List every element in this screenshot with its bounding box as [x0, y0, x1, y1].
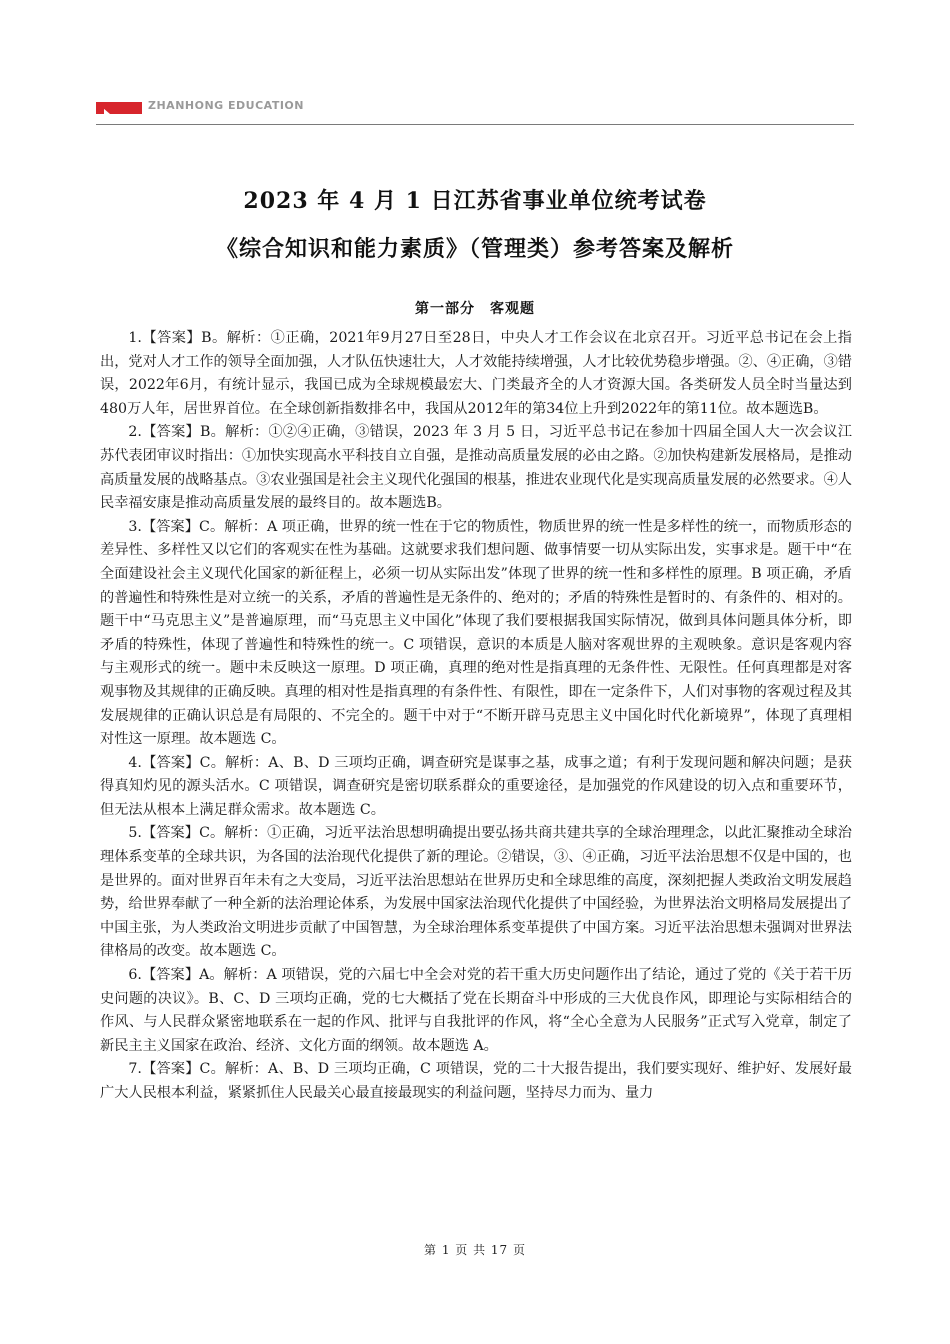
answer-paragraph-4: 4.【答案】C。解析：A、B、D 三项均正确，调查研究是谋事之基，成事之道；有利于发现问题和解决问题；是获得真知灼见的源头活水。C 项错误，调查研究是密切联系群众的重要途径，是加强党的作风建设的切入点和重要环节，但无法从根本上满足群众需求。故本题选 C。 — [100, 754, 852, 818]
section-heading: 第一部分 客观题 — [415, 301, 535, 317]
document-title-line-2: 《综合知识和能力素质》（管理类）参考答案及解析 — [215, 236, 734, 262]
answer-paragraph-1: 1.【答案】B。解析：①正确，2021年9月27日至28日，中央人才工作会议在北京召开。习近平总书记在会上指出，党对人才工作的领导全面加强，人才队伍快速壮大，人才效能持续增强，人才比较优势稳步增强。②、④正确，③错误，2022年6月，有统计显示，我国已成为全球规模最宏大、门类最齐全的人才资源大国。各类研发人员全时当量达到480万人年，居世界首位。在全球创新指数排名中，我国从2012年的第34位上升到2022年的第11位。故本题选B。 — [100, 330, 852, 417]
answer-explanations — [100, 327, 852, 1106]
brand-name: ZHANHONG EDUCATION — [148, 99, 304, 112]
page-header — [96, 96, 854, 126]
answer-paragraph-5: 5.【答案】C。解析：①正确，习近平法治思想明确提出要弘扬共商共建共享的全球治理理念，以此汇聚推动全球治理体系变革的全球共识，为各国的法治现代化提供了新的理论。②错误，③、④正确，习近平法治思想不仅是中国的，也是世界的。面对世界百年未有之大变局，习近平法治思想站在世界历史和全球思维的高度，深刻把握人类政治文明发展趋势，给世界奉献了一种全新的法治理论体系，为发展中国家法治现代化提供了中国经验，为世界法治文明格局发展提出了中国主张，为人类政治文明进步贡献了中国智慧，为全球治理体系变革提供了中国方案。习近平法治思想未强调对世界法律格局的改变。故本题选 C。 — [100, 825, 852, 960]
answer-paragraph-7: 7.【答案】C。解析：A、B、D 三项均正确，C 项错误，党的二十大报告提出，我们要实现好、维护好、发展好最广大人民根本利益，紧紧抓住人民最关心最直接最现实的利益问题，坚持尽力而为、量力 — [100, 1061, 852, 1101]
page-number: 第 1 页 共 17 页 — [424, 1243, 526, 1257]
answer-paragraph-3: 3.【答案】C。解析：A 项正确，世界的统一性在于它的物质性，物质世界的统一性是多样性的统一，而物质形态的差异性、多样性又以它们的客观实在性为基础。这就要求我们想问题、做事情要一切从实际出发，实事求是。题干中“在全面建设社会主义现代化国家的新征程上，必须一切从实际出发”体现了世界的统一性和多样性的原理。B 项正确，矛盾的普遍性和特殊性是对立统一的关系，矛盾的普遍性是无条件的、绝对的；矛盾的特殊性是暂时的、有条件的、相对的。题干中“马克思主义”是普遍原理，而“马克思主义中国化”体现了我们要根据我国实际情况，做到具体问题具体分析，即矛盾的特殊性，体现了普遍性和特殊性的统一。C 项错误，意识的本质是人脑对客观世界的主观映象。意识是客观内容与主观形式的统一。题中未反映这一原理。D 项正确，真理的绝对性是指真理的无条件性、无限性。任何真理都是对客观事物及其规律的正确反映。真理的相对性是指真理的有条件性、有限性，即在一定条件下，人们对事物的客观过程及其发展规律的正确认识总是有局限的、不完全的。题干中对于“不断开辟马克思主义中国化时代化新境界”，体现了真理相对性这一原理。故本题选 C。 — [100, 518, 852, 748]
document-title-line-1: 2023 年 4 月 1 日江苏省事业单位统考试卷 — [243, 188, 707, 214]
header-divider — [96, 124, 854, 125]
answer-paragraph-2: 2.【答案】B。解析：①②④正确，③错误，2023 年 3 月 5 日，习近平总书记在参加十四届全国人大一次会议江苏代表团审议时指出：①加快实现高水平科技自立自强，是推动高质量发展的必由之路。②加快构建新发展格局，是推动高质量发展的战略基点。③农业强国是社会主义现代化强国的根基，推进农业现代化是实现高质量发展的必然要求。④人民幸福安康是推动高质量发展的最终目的。故本题选B。 — [100, 424, 852, 512]
answer-paragraph-6: 6.【答案】A。解析：A 项错误，党的六届七中全会对党的若干重大历史问题作出了结论，通过了党的《关于若干历史问题的决议》。B、C、D 三项均正确，党的七大概括了党在长期奋斗中形成的三大优良作风，即理论与实际相结合的作风、与人民群众紧密地联系在一起的作风、批评与自我批评的作风，将“全心全意为人民服务”正式写入党章，制定了新民主主义国家在政治、经济、文化方面的纲领。故本题选 A。 — [100, 967, 852, 1054]
brand-logo-icon — [96, 102, 142, 114]
